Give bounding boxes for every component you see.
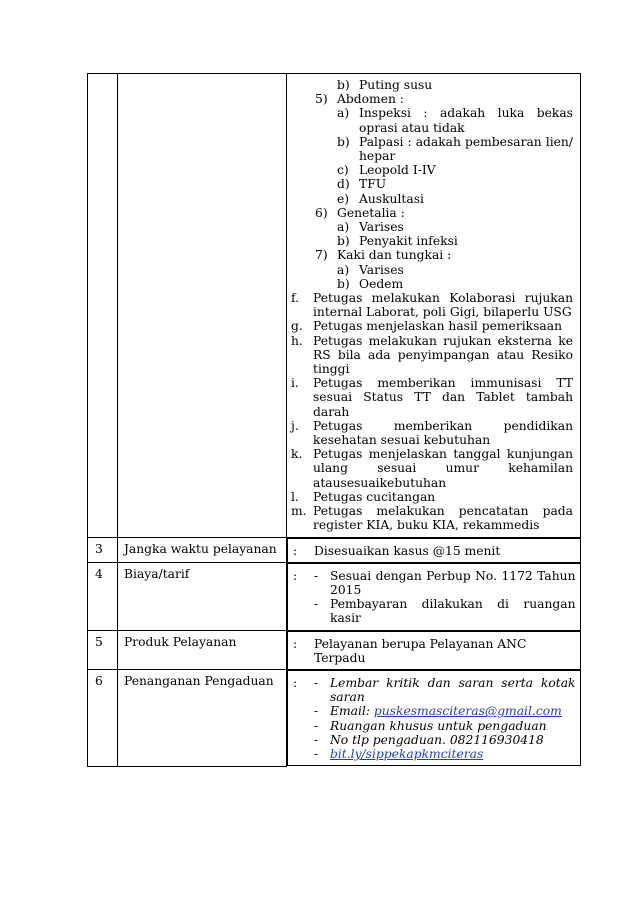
row-label: Jangka waktu pelayanan — [118, 537, 287, 563]
item-marker: h. — [291, 333, 303, 348]
item-text: Puting susu — [359, 78, 433, 92]
item-marker: i. — [291, 376, 299, 391]
item-marker: 6) — [315, 205, 328, 220]
item-marker: c) — [337, 163, 349, 178]
procedure-item — [287, 135, 573, 163]
item-marker: l. — [291, 489, 299, 504]
dash-marker: - — [314, 675, 319, 690]
table-row-product — [88, 631, 581, 670]
procedure-list-cell — [287, 74, 581, 538]
cell-label-empty — [118, 74, 287, 538]
list-item-text: Lembar kritik dan saran serta kotak saran — [330, 675, 576, 705]
dash-marker: - — [314, 746, 319, 761]
duration-text: Disesuaikan kasus @15 menit — [314, 543, 501, 558]
list-item — [314, 704, 576, 718]
colon: : — [293, 543, 298, 558]
item-text: Varises — [359, 262, 404, 277]
item-marker: 5) — [315, 92, 328, 107]
item-text: Kaki dan tungkai : — [337, 248, 452, 263]
item-text: Abdomen : — [337, 92, 404, 107]
item-text: Petugas menjelaskan tanggal kunjungan ulang sesuai umur kehamilan atausesuaikebutuhan — [313, 447, 573, 490]
item-marker: k. — [291, 447, 303, 462]
colon: : — [293, 568, 298, 583]
item-text: Varises — [359, 220, 404, 235]
item-marker: m. — [291, 504, 307, 519]
item-text: Penyakit infeksi — [359, 234, 458, 249]
dash-marker: - — [314, 704, 319, 719]
procedure-item — [287, 263, 573, 277]
procedure-item — [287, 419, 573, 447]
item-text: Petugas melakukan pencatatan pada register KIA, buku KIA, rekammedis — [313, 504, 573, 533]
cost-list — [314, 569, 576, 626]
item-text: Petugas memberikan pendidikan kesehatan sesuai kebutuhan — [313, 418, 573, 448]
item-text: Petugas menjelaskan hasil pemeriksaan — [313, 319, 562, 334]
row-value-cell — [287, 538, 581, 563]
row-label: Produk Pelayanan — [118, 631, 287, 670]
dash-marker: - — [314, 718, 319, 733]
procedure-item — [287, 220, 573, 234]
procedure-item — [287, 376, 573, 419]
dash-marker: - — [314, 732, 319, 747]
list-item-text — [330, 747, 576, 761]
list-item-text — [330, 704, 576, 718]
item-text: Petugas melakukan rujukan eksterna ke RS bila ada penyimpangan atau Resiko tinggi — [313, 333, 573, 377]
item-text: Oedem — [359, 276, 404, 291]
procedure-item — [287, 447, 573, 490]
email-link[interactable]: puskesmasciteras@gmail.com — [373, 704, 562, 719]
item-text: Petugas cucitangan — [313, 489, 436, 504]
list-item — [314, 747, 576, 761]
row-label: Penanganan Pengaduan — [118, 670, 287, 766]
email-prefix: Email: — [330, 704, 374, 719]
list-item-text: Sesuai dengan Perbup No. 1172 Tahun 2015 — [330, 568, 576, 597]
list-item — [314, 676, 576, 704]
procedure-item — [287, 163, 573, 177]
colon: : — [293, 636, 298, 651]
item-marker: g. — [291, 319, 303, 334]
list-item-text: Ruangan khusus untuk pengaduan — [330, 718, 547, 733]
item-marker: b) — [337, 78, 350, 92]
product-text: Pelayanan berupa Pelayanan ANC Terpadu — [314, 636, 527, 665]
procedure-item — [287, 78, 573, 92]
table-row-procedure-continued — [88, 74, 581, 538]
procedure-item — [287, 106, 573, 134]
list-item-text: Pembayaran dilakukan di ruangan kasir — [330, 597, 576, 626]
row-number: 6 — [88, 670, 118, 766]
list-item — [314, 597, 576, 625]
item-marker: a) — [337, 262, 350, 277]
table-row-cost — [88, 563, 581, 631]
row-number: 4 — [88, 563, 118, 631]
procedure-item — [287, 277, 573, 291]
document-page — [87, 73, 580, 767]
item-text: Petugas memberikan immunisasi TT sesuai Status TT dan Tablet tambah darah — [313, 376, 573, 419]
procedure-item — [287, 490, 573, 504]
row-number: 5 — [88, 631, 118, 670]
item-marker: b) — [337, 276, 350, 291]
table-row-complaints — [88, 670, 581, 766]
procedure-item — [287, 319, 573, 333]
service-standard-table — [87, 73, 581, 767]
procedure-item — [287, 248, 573, 262]
item-text: Leopold I-IV — [359, 163, 436, 178]
complaint-list — [314, 676, 576, 761]
row-number: 3 — [88, 537, 118, 563]
procedure-item — [287, 291, 573, 319]
procedure-item — [287, 334, 573, 377]
dash-marker: - — [314, 597, 319, 612]
item-marker: b) — [337, 134, 350, 149]
colon: : — [293, 675, 298, 690]
procedure-item — [287, 504, 573, 532]
item-marker: j. — [291, 418, 299, 433]
survey-link[interactable]: bit.ly/sippekapkmciteras — [330, 746, 484, 761]
row-value-cell — [287, 631, 581, 670]
row-value-cell — [287, 670, 581, 766]
dash-marker: - — [314, 568, 319, 583]
procedure-item — [287, 234, 573, 248]
procedure-item — [287, 206, 573, 220]
item-marker: 7) — [315, 248, 328, 263]
procedure-list — [287, 78, 573, 533]
row-value-cell — [287, 563, 581, 631]
row-label: Biaya/tarif — [118, 563, 287, 631]
list-item — [314, 733, 576, 747]
item-text: Inspeksi : adakah luka bekas oprasi atau tidak — [359, 106, 573, 135]
item-text: TFU — [359, 177, 387, 192]
item-text: Auskultasi — [359, 191, 424, 206]
item-marker: d) — [337, 177, 350, 192]
list-item — [314, 719, 576, 733]
item-marker: e) — [337, 191, 350, 206]
item-text: Petugas melakukan Kolaborasi rujukan internal Laborat, poli Gigi, bilaperlu USG — [313, 291, 573, 320]
list-item-text: No tlp pengaduan. 082116930418 — [330, 732, 544, 747]
item-marker: a) — [337, 106, 350, 121]
procedure-item — [287, 92, 573, 106]
list-item — [314, 569, 576, 597]
item-marker: b) — [337, 234, 350, 249]
item-marker: f. — [291, 291, 300, 306]
item-marker: a) — [337, 220, 350, 235]
item-text: Palpasi : adakah pembesaran lien/ hepar — [359, 134, 573, 164]
cell-number-empty — [88, 74, 118, 538]
procedure-item — [287, 192, 573, 206]
item-text: Genetalia : — [337, 205, 405, 220]
procedure-item — [287, 177, 573, 191]
table-row-duration — [88, 537, 581, 563]
